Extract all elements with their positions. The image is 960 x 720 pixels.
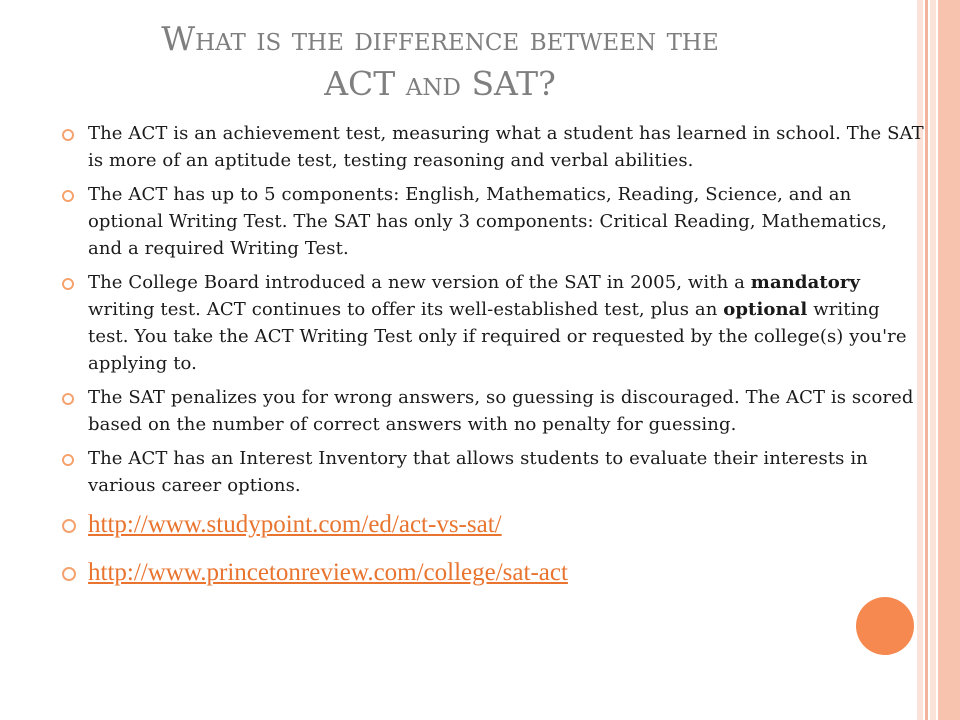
bullet-item	[62, 445, 924, 499]
bullet-ring-icon	[62, 393, 74, 405]
bullet-text: The SAT penalizes you for wrong answers, so guessing is discouraged. The ACT is scored based on the number of correct answers with no penalty for guessing.	[88, 387, 914, 435]
bullet-text-part: writing test. ACT continues to offer its well-established test, plus an	[88, 299, 724, 320]
bullet-item	[62, 181, 924, 262]
bullet-item	[62, 269, 924, 377]
bullet-item	[62, 384, 924, 438]
bullet-text-part: The College Board introduced a new version of the SAT in 2005, with a	[88, 272, 751, 293]
title-line-1: What is the difference between the	[161, 19, 719, 58]
bullet-item	[62, 120, 924, 174]
bullet-text-part: writing test. You take the ACT Writing Test only if required or requested by the college(s) you're applying to.	[88, 299, 907, 374]
bullet-ring-icon	[62, 129, 74, 141]
bullet-list	[62, 120, 924, 604]
emphasis-optional: optional	[723, 299, 808, 320]
bullet-text: The ACT has up to 5 components: English, Mathematics, Reading, Science, and an optional Writing Test. The SAT has only 3 components: Critical Reading, Mathematics, and a required Writing Test.	[88, 184, 888, 259]
bullet-ring-icon	[62, 278, 74, 290]
title-line-2: ACT and SAT?	[324, 64, 556, 103]
bullet-ring-icon	[62, 519, 76, 533]
link-item	[62, 508, 924, 541]
princetonreview-link[interactable]: http://www.princetonreview.com/college/sat-act	[88, 559, 568, 586]
bullet-text: The ACT is an achievement test, measuring what a student has learned in school. The SAT is more of an aptitude test, testing reasoning and verbal abilities.	[88, 123, 924, 171]
emphasis-mandatory: mandatory	[750, 272, 861, 293]
slide-title	[0, 16, 880, 106]
accent-circle	[856, 597, 914, 655]
decorative-band	[925, 0, 928, 720]
bullet-text: The ACT has an Interest Inventory that allows students to evaluate their interests in various career options.	[88, 448, 868, 496]
bullet-ring-icon	[62, 567, 76, 581]
bullet-ring-icon	[62, 190, 74, 202]
bullet-ring-icon	[62, 454, 74, 466]
link-item	[62, 556, 924, 589]
decorative-band	[938, 0, 960, 720]
decorative-band	[930, 0, 936, 720]
studypoint-link[interactable]: http://www.studypoint.com/ed/act-vs-sat/	[88, 511, 502, 538]
